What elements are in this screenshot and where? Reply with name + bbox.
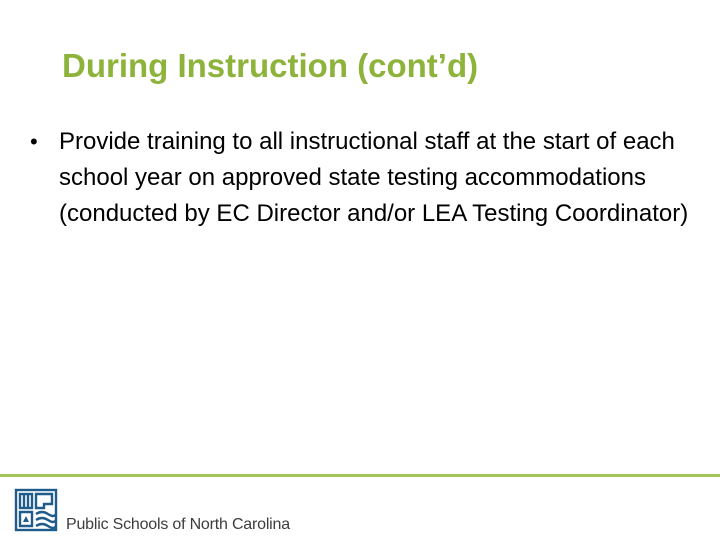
bullet-list: [30, 124, 710, 232]
footer-organization-name: Public Schools of North Carolina: [66, 516, 290, 533]
logo-building-right: [36, 494, 52, 508]
bullet-text: Provide training to all instructional staff at the start of each school year on approved state testing accommodations (conducted by EC Director and/or LEA Testing Coordinator): [59, 128, 689, 227]
logo-star-shape: [23, 516, 29, 522]
logo-wave: [36, 512, 56, 516]
footer-rule: [0, 474, 720, 477]
logo-wave: [36, 518, 56, 522]
bullet-item: [30, 124, 710, 232]
nc-public-schools-logo-icon: [12, 486, 60, 534]
logo-wave: [36, 524, 56, 528]
logo-building-left: [20, 494, 32, 508]
bullet-marker: •: [30, 129, 38, 154]
slide-title: During Instruction (cont’d): [62, 47, 479, 84]
